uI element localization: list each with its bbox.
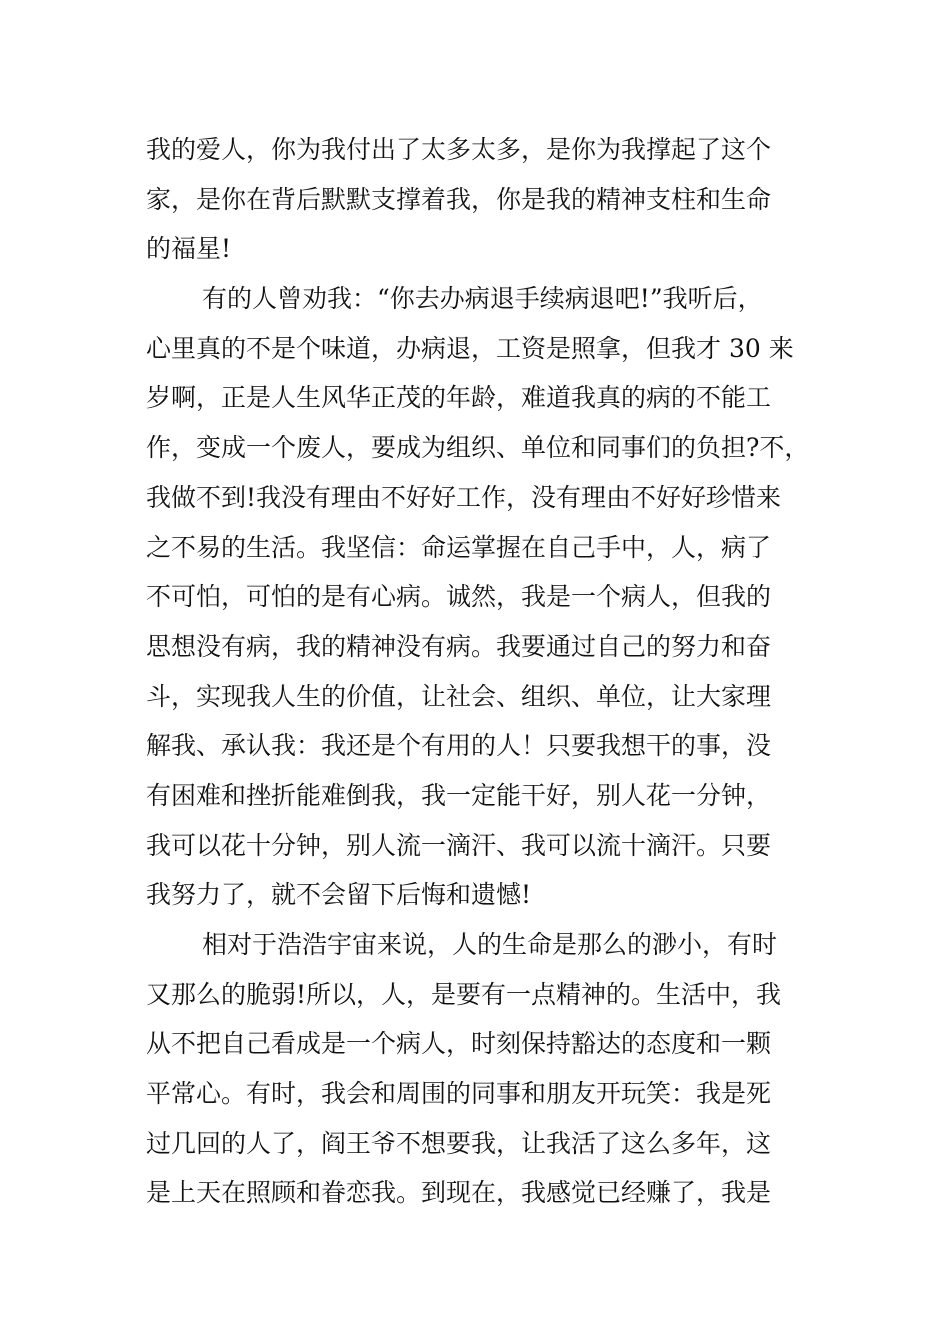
text-line: 斗，实现我人生的价值，让社会、组织、单位，让大家理 xyxy=(146,681,772,711)
text-line: 我可以花十分钟，别人流一滴汗、我可以流十滴汗。只要 xyxy=(146,830,772,860)
text-line: 我努力了，就不会留下后悔和遗憾! xyxy=(146,880,532,910)
text-line: 思想没有病，我的精神没有病。我要通过自己的努力和奋 xyxy=(146,631,772,661)
text-line: 是上天在照顾和眷恋我。到现在，我感觉已经赚了，我是 xyxy=(146,1178,772,1208)
text-line: 不可怕，可怕的是有心病。诚然，我是一个病人，但我的 xyxy=(146,582,772,612)
text-line: 我做不到!我没有理由不好好工作，没有理由不好好珍惜来 xyxy=(146,482,782,512)
body-text xyxy=(146,125,826,1218)
text-line: 相对于浩浩宇宙来说，人的生命是那么的渺小，有时 xyxy=(202,930,778,959)
text-line: 平常心。有时，我会和周围的同事和朋友开玩笑：我是死 xyxy=(146,1079,772,1109)
text-line: 有的人曾劝我：“你去办病退手续病退吧!”我听后， xyxy=(202,284,763,314)
text-line: 心里真的不是个味道，办病退，工资是照拿，但我才 30 来 xyxy=(146,333,794,363)
text-line: 我的爱人，你为我付出了太多太多，是你为我撑起了这个 xyxy=(146,135,772,164)
text-line: 作，变成一个废人，要成为组织、单位和同事们的负担?不， xyxy=(146,433,810,463)
text-line: 从不把自己看成是一个病人，时刻保持豁达的态度和一颗 xyxy=(146,1029,772,1059)
text-line: 解我、承认我：我还是个有用的人！只要我想干的事，没 xyxy=(146,731,772,761)
text-line: 又那么的脆弱!所以，人，是要有一点精神的。生活中，我 xyxy=(146,979,782,1009)
text-line: 过几回的人了，阎王爷不想要我，让我活了这么多年，这 xyxy=(146,1128,772,1158)
text-line: 家，是你在背后默默支撑着我，你是我的精神支柱和生命 xyxy=(146,184,772,214)
text-line: 之不易的生活。我坚信：命运掌握在自己手中，人，病了 xyxy=(146,532,772,562)
text-line: 有困难和挫折能难倒我，我一定能干好，别人花一分钟， xyxy=(146,780,772,810)
text-line: 岁啊，正是人生风华正茂的年龄，难道我真的病的不能工 xyxy=(146,383,772,413)
text-line: 的福星! xyxy=(146,234,232,264)
